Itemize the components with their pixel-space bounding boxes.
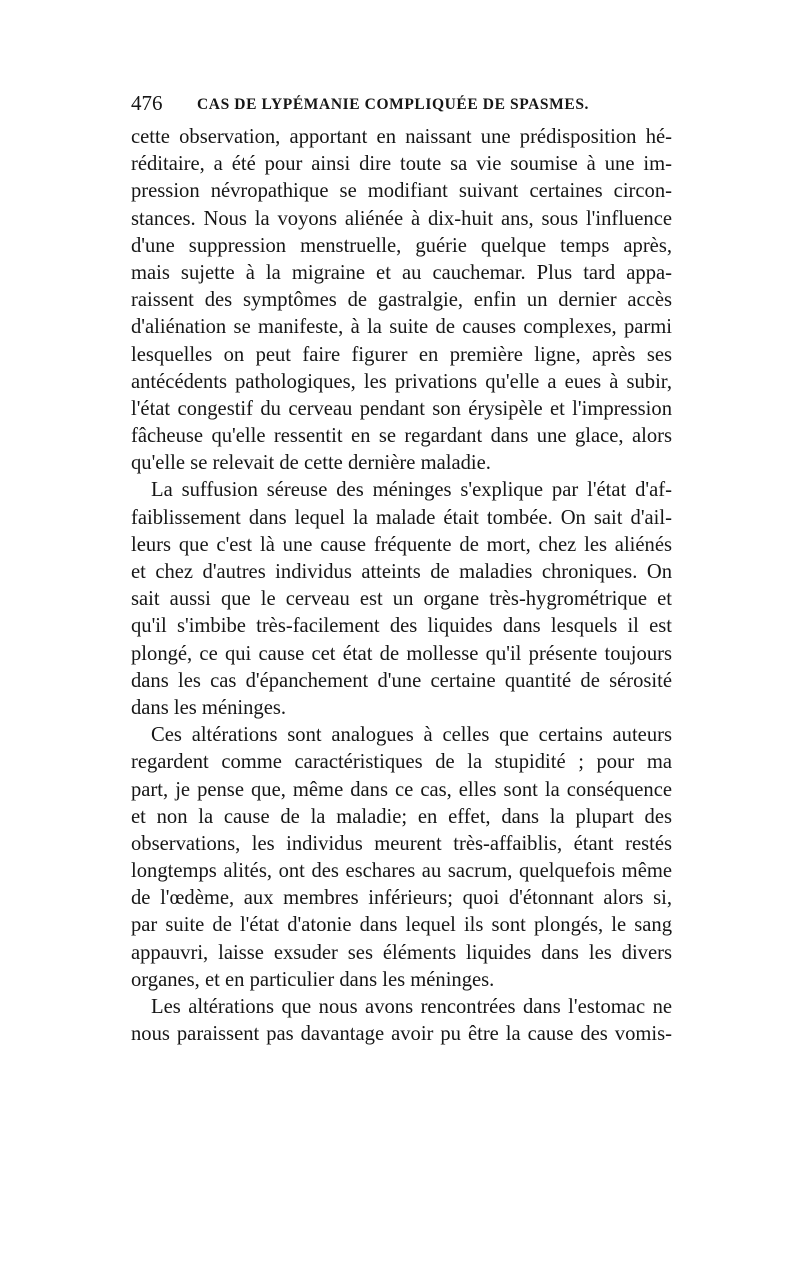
text-line: lesquelles on peut faire figurer en première ligne, après ses — [131, 343, 672, 366]
text-line: et chez d'autres individus atteints de maladies chroniques. On — [131, 561, 672, 583]
text-line: antécédents pathologiques, les privations qu'elle a eues à subir, — [131, 370, 672, 393]
text-line: cette observation, apportant en naissant une prédisposition hé- — [131, 126, 672, 148]
text-line: par suite de l'état d'atonie dans lequel ils sont plongés, le sang — [131, 914, 672, 937]
text-line: appauvri, laisse exsuder ses éléments liquides dans les divers — [131, 941, 672, 964]
text-line: d'aliénation se manifeste, à la suite de causes complexes, parmi — [131, 316, 672, 339]
text-line: La suffusion séreuse des méninges s'explique par l'état d'af- — [151, 479, 672, 502]
text-line: leurs que c'est là une cause fréquente de mort, chez les aliénés — [131, 533, 672, 556]
paragraph-1 — [131, 124, 672, 477]
running-title: CAS DE LYPÉMANIE COMPLIQUÉE DE SPASMES. — [197, 96, 590, 113]
text-line: longtemps alités, ont des eschares au sacrum, quelquefois même — [131, 860, 672, 883]
text-line: pression névropathique se modifiant suivant certaines circon- — [131, 180, 672, 203]
text-line: fâcheuse qu'elle ressentit en se regardant dans une glace, alors — [131, 425, 672, 448]
text-line: raissent des symptômes de gastralgie, enfin un dernier accès — [131, 289, 672, 312]
book-page — [131, 92, 672, 1048]
paragraph-2 — [131, 477, 672, 722]
text-line: stances. Nous la voyons aliénée à dix-huit ans, sous l'influence — [131, 207, 672, 230]
text-line: sait aussi que le cerveau est un organe très-hygrométrique et — [131, 588, 672, 611]
text-line: plongé, ce qui cause cet état de mollesse qu'il présente toujours — [131, 642, 672, 665]
text-line: nous paraissent pas davantage avoir pu être la cause des vomis- — [131, 1023, 672, 1046]
text-line: qu'il s'imbibe très-facilement des liquides dans lesquels il est — [131, 615, 672, 638]
text-line: qu'elle se relevait de cette dernière maladie. — [131, 452, 491, 475]
text-line: réditaire, a été pour ainsi dire toute sa vie soumise à une im- — [131, 153, 672, 176]
text-line: d'une suppression menstruelle, guérie quelque temps après, — [131, 234, 672, 257]
running-head — [131, 92, 672, 124]
text-line: observations, les individus meurent très-affaiblis, étant restés — [131, 832, 672, 855]
text-line: et non la cause de la maladie; en effet, dans la plupart des — [131, 805, 672, 828]
text-line: faiblissement dans lequel la malade était tombée. On sait d'ail- — [131, 506, 672, 529]
paragraph-4 — [131, 994, 672, 1048]
page-number: 476 — [131, 91, 163, 115]
text-line: Ces altérations sont analogues à celles que certains auteurs — [151, 724, 672, 747]
text-line: mais sujette à la migraine et au cauchemar. Plus tard appa- — [131, 261, 672, 284]
paragraph-3 — [131, 722, 672, 994]
text-line: Les altérations que nous avons rencontrées dans l'estomac ne — [151, 996, 672, 1018]
text-line: organes, et en particulier dans les méninges. — [131, 968, 495, 991]
text-line: part, je pense que, même dans ce cas, elles sont la conséquence — [131, 778, 672, 801]
text-line: dans les méninges. — [131, 696, 286, 719]
text-line: l'état congestif du cerveau pendant son érysipèle et l'impression — [131, 397, 672, 420]
text-line: regardent comme caractéristiques de la stupidité ; pour ma — [131, 751, 672, 774]
text-line: de l'œdème, aux membres inférieurs; quoi d'étonnant alors si, — [131, 887, 672, 910]
text-line: dans les cas d'épanchement d'une certaine quantité de sérosité — [131, 669, 672, 692]
